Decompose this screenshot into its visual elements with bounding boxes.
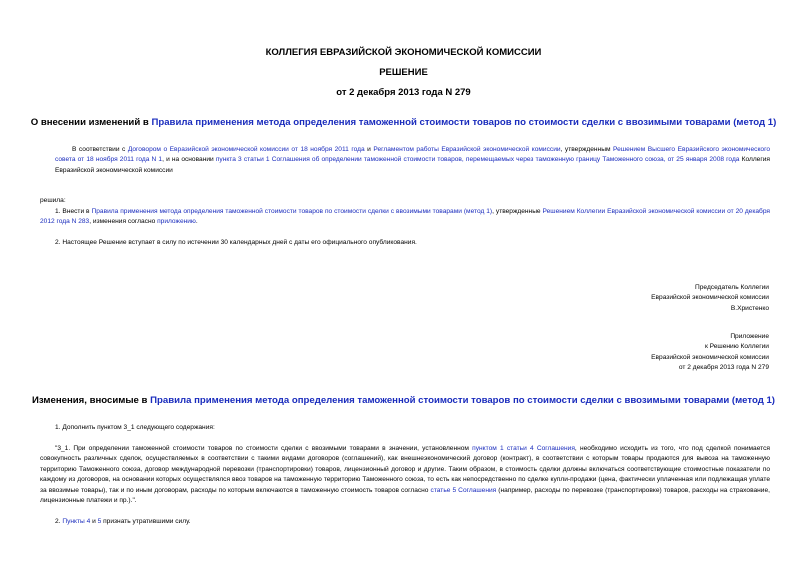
quote-text-1: "3_1. При определении таможенной стоимости товаров по стоимости сделки с ввозимыми товарами в значении, установленном (55, 445, 473, 452)
article4-link[interactable]: пунктом 1 статьи 4 Соглашения (472, 445, 575, 452)
changes-title-prefix: Изменения, вносимые в (32, 395, 151, 406)
change2-text-3: признать утратившими силу. (101, 518, 191, 525)
org-name: КОЛЛЕГИЯ ЕВРАЗИЙСКОЙ ЭКОНОМИЧЕСКОЙ КОМИССИИ (265, 47, 542, 58)
preamble-text-2: и (364, 146, 374, 153)
change-1: 1. Дополнить пунктом 3_1 следующего содержания: (55, 424, 215, 431)
regulations-link[interactable]: Регламентом работы Евразийской экономической комиссии (373, 146, 561, 153)
changes-rules-link[interactable]: Правила применения метода определения таможенной стоимости товаров по стоимости сделки с ввозимыми товарами (метод 1) (150, 395, 775, 406)
change-2 (55, 517, 191, 527)
title-rules-link[interactable]: Правила применения метода определения таможенной стоимости товаров по стоимости сделки с ввозимыми товарами (метод 1) (151, 117, 777, 128)
signature-line-3: В.Христенко (730, 304, 769, 312)
clause5-link[interactable]: 5 (97, 518, 102, 525)
doc-type: РЕШЕНИЕ (379, 67, 428, 78)
quoted-clause (40, 444, 770, 506)
appendix-line-2: к Решению Коллегии (704, 343, 769, 351)
appendix-line-1: Приложение (730, 333, 769, 340)
item1-text-2: , утвержденные (492, 208, 543, 215)
item1-text-3: , изменения согласно (89, 218, 158, 226)
quote-text-3: (например, расходы по перевозке (транспортировке) товаров, расходы на страхование, лицензионные платежи и пр.).". (40, 486, 770, 505)
preamble-text-5: Коллегия Евразийской экономической комиссии (55, 156, 770, 174)
preamble-paragraph (55, 145, 770, 176)
resolved-label: решила: (40, 197, 66, 204)
item1-rules-link[interactable]: Правила применения метода определения таможенной стоимости товаров по стоимости сделки с ввозимыми товарами (метод 1) (91, 208, 493, 215)
item-1 (40, 207, 770, 228)
title-prefix: О внесении изменений в (30, 117, 152, 128)
quote-text-2: , необходимо исходить из того, что под сделкой понимается совокупность различных сделок, осуществляемых в соответствии с такими видами договоров (соглашений), как внешнеэкономический договор (контракт), в соответствии с которым товары продаются для вывоза на таможенную территорию Таможенного союза, договор международной перевозки (транспортировки) товаров, лицензионный договор и другие. Таким образом, в стоимость сделки должны включаться соответствующие стоимостные показатели по каждому из договоров, на основании которых осуществлялся ввоз товаров на таможенную территорию Таможенного союза, то есть как непосредственно по сделке купли-продажи (цена, фактически уплаченная или подлежащая уплате за ввозимые товары), так и по иным договорам, расходы по которым включаются в таможенную стоимость товаров согласно (40, 445, 770, 494)
changes-title (10, 395, 797, 406)
board-decision-link[interactable]: Решением Коллегии Евразийской экономической комиссии от 20 декабря 2012 года N 283 (40, 208, 770, 226)
item1-text-4: . (195, 218, 198, 226)
signature-line-2: Евразийской экономической комиссии (651, 294, 769, 302)
document-title (10, 117, 797, 128)
signature-block (651, 283, 769, 314)
article5-link[interactable]: статье 5 Соглашения (430, 486, 497, 494)
doc-date: от 2 декабря 2013 года N 279 (336, 87, 471, 98)
signature-line-1: Председатель Коллегии (695, 284, 769, 291)
preamble-text-1: В соответствии с (72, 146, 128, 153)
item-2: 2. Настоящее Решение вступает в силу по истечении 30 календарных дней с даты его официального опубликования. (55, 239, 417, 246)
treaty-link[interactable]: Договором о Евразийской экономической комиссии от 18 ноября 2011 года (127, 146, 365, 153)
appendix-link[interactable]: приложению (157, 218, 196, 226)
change2-text-2: и (90, 518, 98, 525)
change2-text-1: 2. (55, 518, 63, 525)
council-decision-link[interactable]: Решением Высшего Евразийского экономического совета от 18 ноября 2011 года N 1 (55, 146, 770, 164)
clause4-link[interactable]: Пункты 4 (62, 518, 91, 525)
appendix-line-3: Евразийской экономической комиссии (651, 353, 769, 361)
appendix-block (651, 332, 769, 374)
preamble-text-3: , утвержденным (560, 146, 613, 153)
item1-text-1: 1. Внести в (55, 208, 92, 215)
preamble-text-4: , и на основании (162, 156, 216, 164)
appendix-line-4: от 2 декабря 2013 года N 279 (678, 364, 769, 372)
agreement-link[interactable]: пункта 3 статьи 1 Соглашения об определении таможенной стоимости товаров, перемещаемых через таможенную границу Таможенного союза, от 25 января 2008 года (215, 156, 740, 164)
